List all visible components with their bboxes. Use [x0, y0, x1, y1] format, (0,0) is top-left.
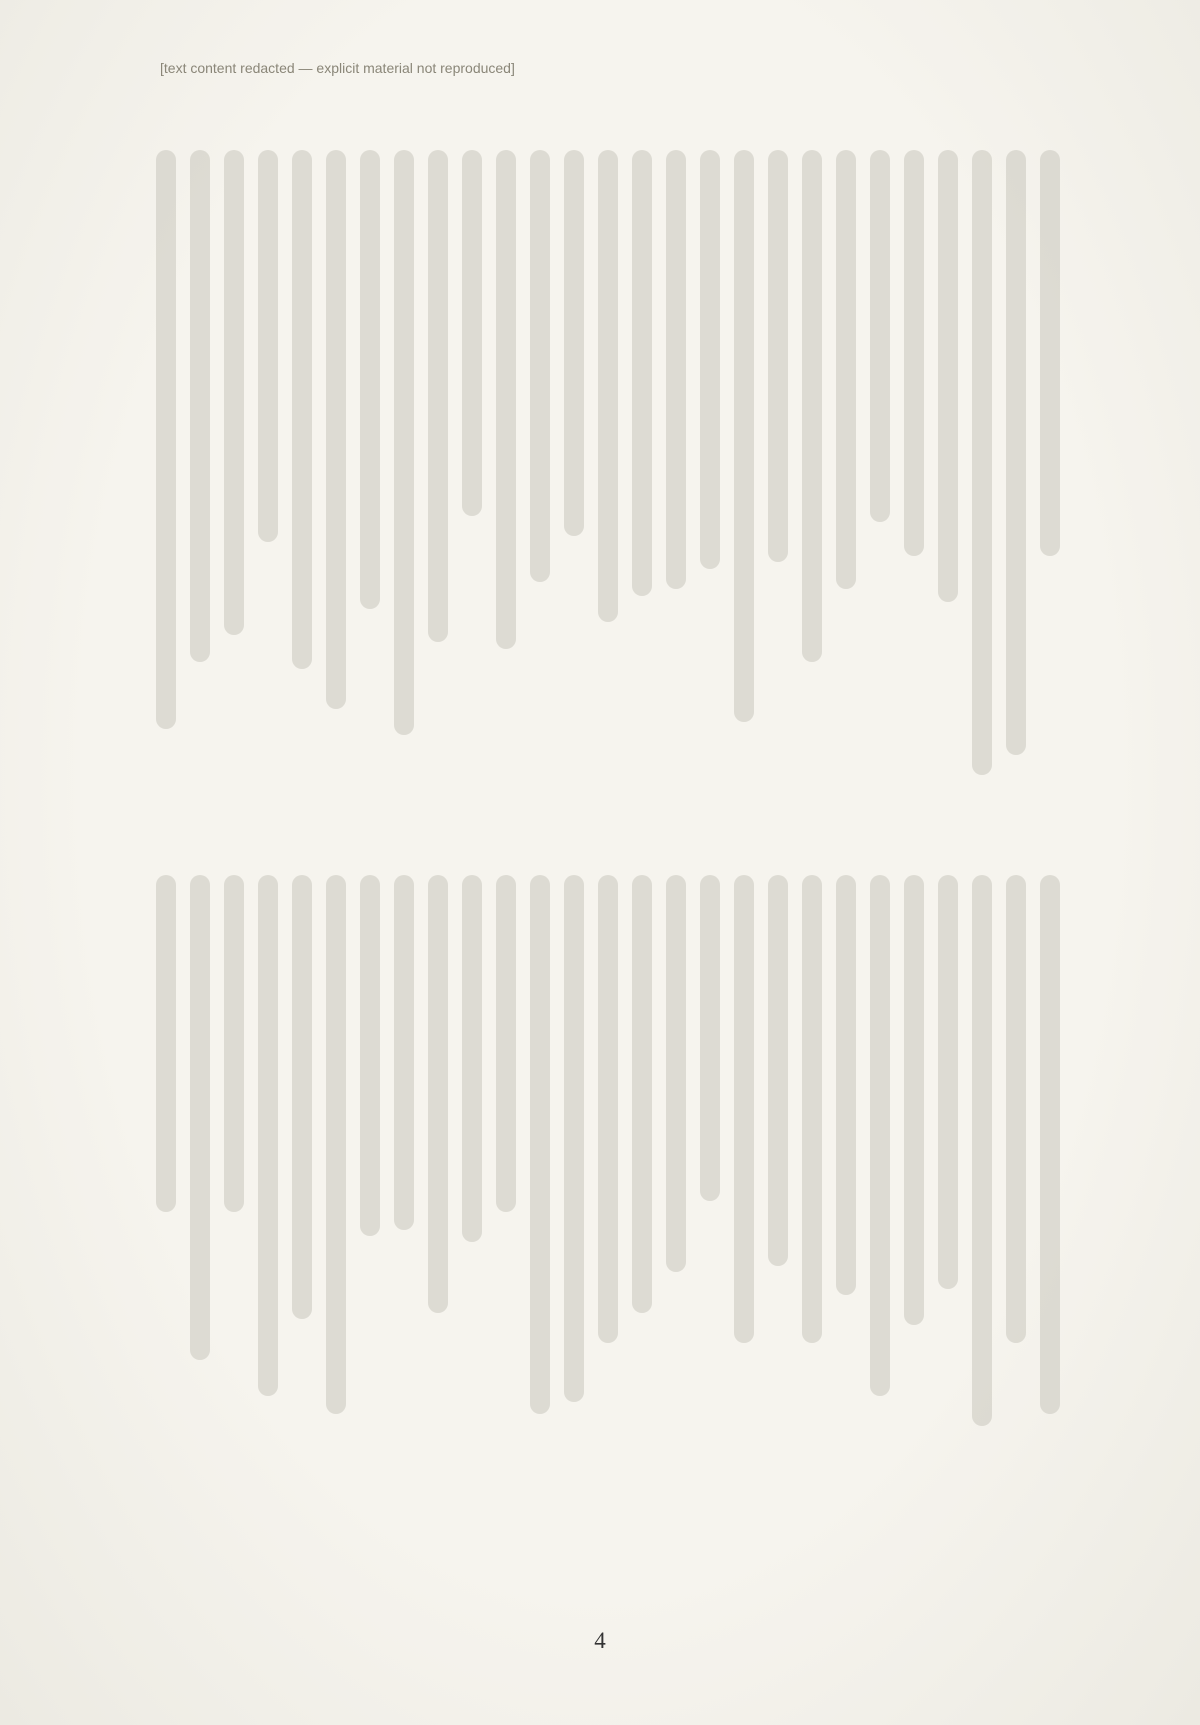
- redacted-text-column: [326, 875, 346, 1414]
- redacted-text-column: [190, 875, 210, 1360]
- redacted-text-column: [326, 150, 346, 709]
- redacted-text-column: [292, 150, 312, 669]
- top-text-block: [142, 150, 1060, 815]
- redacted-text-column: [836, 150, 856, 589]
- redaction-notice: [text content redacted — explicit material not reproduced]: [160, 60, 515, 76]
- redacted-text-column: [224, 875, 244, 1212]
- redacted-text-column: [1006, 875, 1026, 1343]
- redacted-text-column: [598, 150, 618, 622]
- redacted-text-column: [802, 150, 822, 662]
- redacted-text-column: [564, 875, 584, 1402]
- redacted-text-column: [360, 875, 380, 1236]
- redacted-text-column: [428, 875, 448, 1313]
- redacted-text-column: [258, 150, 278, 542]
- page-number: 4: [594, 1628, 606, 1653]
- redacted-text-column: [734, 150, 754, 722]
- redacted-text-column: [666, 875, 686, 1272]
- redacted-text-column: [394, 875, 414, 1230]
- redacted-text-column: [156, 875, 176, 1212]
- redacted-text-column: [938, 875, 958, 1289]
- redacted-text-column: [1040, 150, 1060, 556]
- bottom-text-block: [142, 875, 1060, 1467]
- redacted-text-column: [666, 150, 686, 589]
- redacted-text-column: [394, 150, 414, 735]
- redacted-text-column: [632, 150, 652, 596]
- redacted-text-column: [700, 875, 720, 1201]
- redacted-text-column: [870, 150, 890, 522]
- redacted-text-column: [700, 150, 720, 569]
- redacted-text-column: [598, 875, 618, 1343]
- redacted-text-column: [938, 150, 958, 602]
- redacted-text-column: [224, 150, 244, 635]
- redacted-text-column: [462, 150, 482, 516]
- redacted-text-column: [870, 875, 890, 1396]
- redacted-text-column: [632, 875, 652, 1313]
- redacted-text-column: [496, 875, 516, 1212]
- redacted-text-column: [734, 875, 754, 1343]
- redacted-text-column: [904, 150, 924, 556]
- redacted-text-column: [530, 150, 550, 582]
- redacted-text-column: [904, 875, 924, 1325]
- redacted-text-column: [428, 150, 448, 642]
- redacted-text-column: [156, 150, 176, 729]
- redacted-text-column: [1006, 150, 1026, 755]
- redacted-text-column: [972, 875, 992, 1426]
- redacted-text-column: [496, 150, 516, 649]
- redacted-text-column: [802, 875, 822, 1343]
- redacted-text-column: [530, 875, 550, 1414]
- redacted-text-column: [768, 875, 788, 1266]
- redacted-text-column: [972, 150, 992, 775]
- redacted-text-column: [564, 150, 584, 536]
- redacted-text-column: [1040, 875, 1060, 1414]
- redacted-text-column: [768, 150, 788, 562]
- redacted-text-column: [836, 875, 856, 1295]
- redacted-text-column: [190, 150, 210, 662]
- redacted-text-column: [292, 875, 312, 1319]
- redacted-text-column: [360, 150, 380, 609]
- redacted-text-column: [462, 875, 482, 1242]
- redacted-text-column: [258, 875, 278, 1396]
